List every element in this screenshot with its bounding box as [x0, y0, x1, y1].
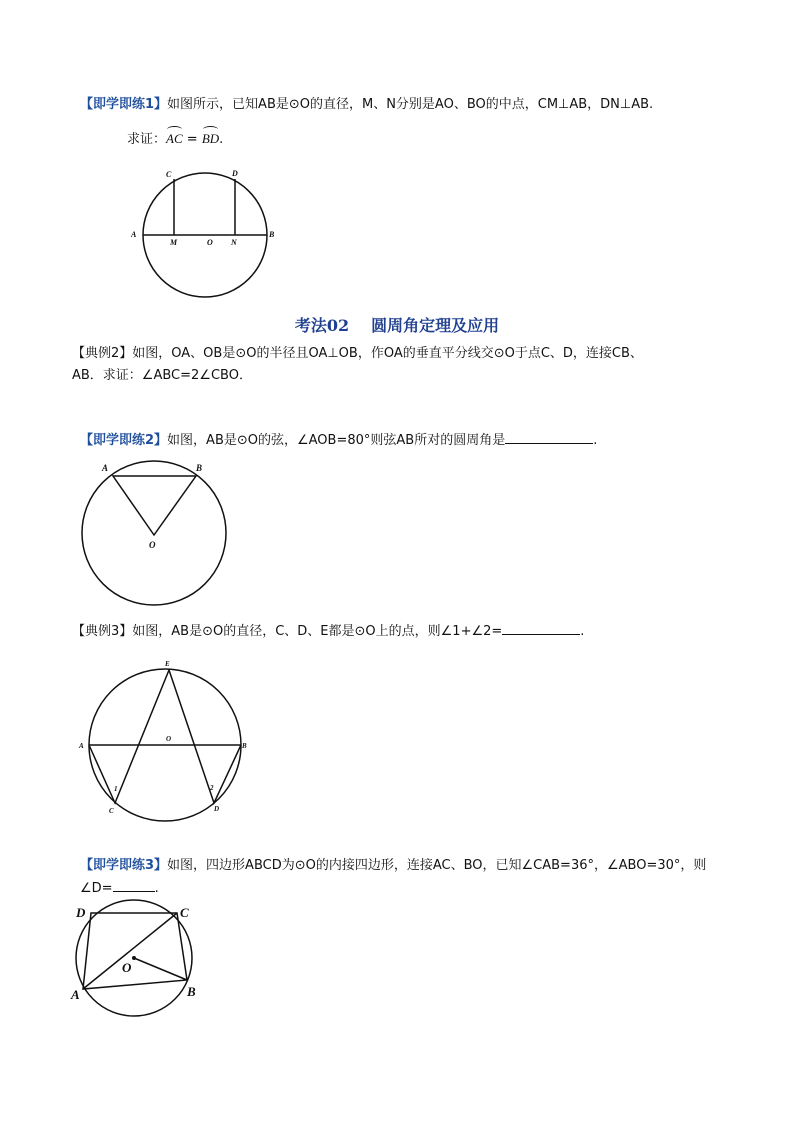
answer-blank-1[interactable]	[505, 431, 593, 444]
label-o: O	[166, 735, 172, 743]
label-d: D	[214, 805, 220, 813]
label-d: D	[232, 169, 238, 178]
label-e: E	[165, 660, 170, 668]
figure-3-inscribed-angles	[76, 655, 256, 820]
exercise-3-end: .	[154, 881, 159, 896]
prove-prefix: 求证：	[127, 132, 167, 147]
label-angle-1: 1	[114, 785, 118, 793]
example-2-line-1	[72, 345, 643, 363]
exercise-1-text	[80, 96, 653, 114]
figure-1-circle-diameter	[128, 165, 288, 305]
example-3-question: 如图，AB是⊙O的直径，C、D、E都是⊙O上的点，则∠1+∠2=	[132, 624, 503, 639]
label-n: N	[231, 238, 237, 247]
exercise-2-question: 如图，AB是⊙O的弦，∠AOB=80°则弦AB所对的圆周角是	[167, 433, 506, 448]
section-heading	[0, 313, 794, 336]
figure-4-cyclic-quadrilateral	[66, 898, 216, 1028]
label-a: A	[131, 230, 137, 239]
prove-suffix: .	[219, 132, 224, 147]
section-title: 圆周角定理及应用	[371, 316, 500, 335]
exercise-3-tag: 【即学即练3】	[80, 858, 168, 873]
label-c: C	[109, 807, 114, 815]
arc-ac: AC	[166, 131, 183, 146]
section-number: 考法02	[294, 316, 350, 335]
angle-d-label: ∠D=	[80, 881, 113, 896]
label-angle-2: 2	[210, 784, 214, 792]
example-3-tag: 【典例3】	[72, 624, 133, 639]
label-m: M	[170, 238, 178, 247]
label-b: B	[196, 463, 203, 473]
exercise-1-tag: 【即学即练1】	[80, 97, 168, 112]
example-2-line-2: AB．求证：∠ABC=2∠CBO．	[72, 368, 252, 383]
label-b: B	[242, 742, 247, 750]
example-3-end: .	[580, 624, 585, 639]
label-c: C	[180, 905, 189, 920]
answer-blank-3[interactable]	[113, 879, 155, 892]
exercise-3-line-1	[80, 857, 706, 875]
exercise-3-line-2	[80, 879, 159, 898]
example-3-text	[72, 622, 584, 641]
label-o: O	[149, 540, 156, 550]
exercise-2-tag: 【即学即练2】	[80, 433, 168, 448]
arc-equals: =	[182, 132, 202, 147]
figure-2-chord-angle	[80, 460, 230, 610]
exercise-1-question: 如图所示，已知AB是⊙O的直径，M、N分别是AO、BO的中点，CM⊥AB，DN⊥AB.	[167, 97, 654, 112]
example-2-tag: 【典例2】	[72, 346, 133, 361]
label-o: O	[122, 960, 132, 975]
label-c: C	[166, 170, 172, 179]
exercise-3-question: 如图，四边形ABCD为⊙O的内接四边形，连接AC、BO，已知∠CAB=36°，∠ABO=30°，则	[167, 858, 707, 873]
exercise-2-end: .	[593, 433, 598, 448]
label-b: B	[269, 230, 275, 239]
answer-blank-2[interactable]	[502, 622, 580, 635]
label-o: O	[207, 238, 213, 247]
arc-bd: BD	[201, 131, 220, 146]
label-a: A	[102, 463, 109, 473]
exercise-1-prove	[127, 130, 223, 149]
label-a: A	[71, 987, 80, 1002]
label-b: B	[187, 984, 196, 999]
label-a: A	[79, 742, 84, 750]
example-2-question: 如图，OA、OB是⊙O的半径且OA⊥OB，作OA的垂直平分线交⊙O于点C、D，连接CB、	[132, 346, 643, 361]
label-d: D	[76, 905, 86, 920]
exercise-2-text	[80, 431, 597, 450]
